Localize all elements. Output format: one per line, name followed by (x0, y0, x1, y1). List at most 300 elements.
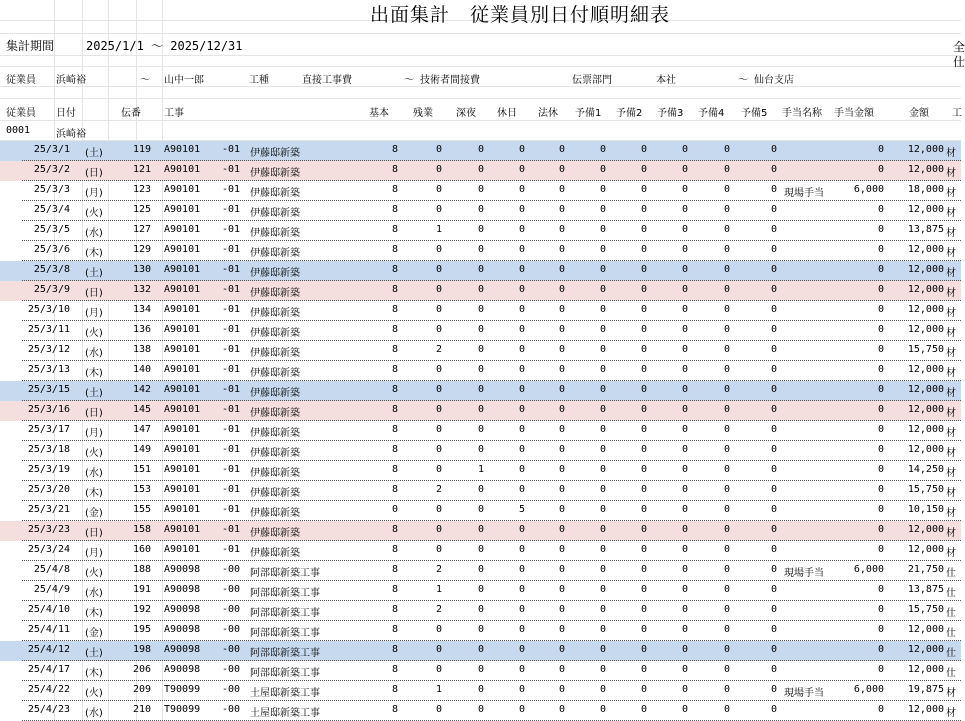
cell-night: 0 (477, 444, 484, 455)
cell-spare2: 0 (640, 224, 647, 235)
cell-spare3: 0 (681, 504, 688, 515)
cell-basic: 8 (391, 424, 398, 435)
cell-amount: 12,000 (907, 264, 944, 275)
cell-amount: 12,000 (907, 204, 944, 215)
cell-allowance-amount: 0 (877, 644, 884, 655)
cell-weekday: (月) (85, 188, 103, 199)
cell-overtime: 0 (435, 424, 442, 435)
cell-spare1: 0 (599, 524, 606, 535)
cell-overflow: 材 (946, 208, 956, 219)
cell-site-name: 阿部邸新築工事 (250, 568, 320, 579)
cell-night: 1 (477, 464, 484, 475)
cell-weekday: (金) (85, 508, 103, 519)
cell-basic: 8 (391, 304, 398, 315)
cell-basic: 8 (391, 224, 398, 235)
cell-date: 25/3/11 (27, 324, 70, 335)
cell-date: 25/3/12 (27, 344, 70, 355)
cell-holiday: 0 (518, 584, 525, 595)
cell-spare1: 0 (599, 204, 606, 215)
cell-date: 25/3/17 (27, 424, 70, 435)
cell-spare5: 0 (770, 604, 777, 615)
cell-amount: 12,000 (907, 644, 944, 655)
cell-night: 0 (477, 644, 484, 655)
cell-job-sub: -01 (222, 384, 241, 395)
cell-holiday: 0 (518, 424, 525, 435)
cell-spare4: 0 (723, 604, 730, 615)
cell-basic: 8 (391, 324, 398, 335)
cell-job-sub: -01 (222, 324, 241, 335)
cell-job-code: T90099 (164, 684, 201, 695)
cell-spare4: 0 (723, 224, 730, 235)
cell-basic: 8 (391, 604, 398, 615)
cell-spare5: 0 (770, 164, 777, 175)
cell-job-sub: -01 (222, 464, 241, 475)
cell-spare3: 0 (681, 584, 688, 595)
cell-weekday: (月) (85, 308, 103, 319)
cell-weekday: (火) (85, 328, 103, 339)
cell-spare5: 0 (770, 424, 777, 435)
cell-amount: 12,000 (907, 404, 944, 415)
cell-allowance-amount: 0 (877, 704, 884, 715)
cell-spare2: 0 (640, 244, 647, 255)
cell-spare2: 0 (640, 684, 647, 695)
cell-spare4: 0 (723, 324, 730, 335)
cell-basic: 8 (391, 464, 398, 475)
cell-weekday: (日) (85, 168, 103, 179)
cell-basic: 8 (391, 484, 398, 495)
cell-amount: 12,000 (907, 144, 944, 155)
cell-allowance-amount: 0 (877, 404, 884, 415)
filter-employee-from: 浜崎裕 (56, 75, 86, 86)
cell-overtime: 0 (435, 264, 442, 275)
cell-amount: 12,000 (907, 304, 944, 315)
cell-spare5: 0 (770, 264, 777, 275)
cell-site-name: 伊藤邸新築 (250, 228, 300, 239)
cell-legal: 0 (558, 284, 565, 295)
table-row (0, 701, 961, 721)
cell-date: 25/3/8 (33, 264, 70, 275)
cell-spare1: 0 (599, 224, 606, 235)
cell-spare1: 0 (599, 624, 606, 635)
cell-basic: 8 (391, 344, 398, 355)
employee-name: 浜崎裕 (56, 129, 86, 140)
cell-spare1: 0 (599, 564, 606, 575)
cell-holiday: 0 (518, 364, 525, 375)
cell-job-sub: -01 (222, 304, 241, 315)
cell-spare4: 0 (723, 684, 730, 695)
cell-job-sub: -01 (222, 164, 241, 175)
cell-overtime: 0 (435, 164, 442, 175)
cell-legal: 0 (558, 244, 565, 255)
cell-legal: 0 (558, 344, 565, 355)
cell-spare5: 0 (770, 624, 777, 635)
cell-amount: 13,875 (907, 224, 944, 235)
cell-job-code: A90098 (164, 624, 201, 635)
cell-holiday: 0 (518, 224, 525, 235)
edge-mark: 全 (953, 40, 965, 54)
cell-overflow: 材 (946, 188, 956, 199)
cell-spare2: 0 (640, 344, 647, 355)
cell-site-name: 土屋邸新築工事 (250, 708, 320, 719)
cell-slip: 153 (132, 484, 151, 495)
cell-site-name: 伊藤邸新築 (250, 328, 300, 339)
cell-overflow: 材 (946, 248, 956, 259)
cell-overtime: 0 (435, 664, 442, 675)
cell-slip: 142 (132, 384, 151, 395)
cell-basic: 8 (391, 384, 398, 395)
cell-spare2: 0 (640, 464, 647, 475)
cell-amount: 12,000 (907, 544, 944, 555)
cell-date: 25/3/4 (33, 204, 70, 215)
cell-basic: 8 (391, 184, 398, 195)
cell-spare1: 0 (599, 684, 606, 695)
cell-allowance-name: 現場手当 (784, 688, 824, 699)
cell-basic: 8 (391, 404, 398, 415)
cell-slip: 138 (132, 344, 151, 355)
cell-overflow: 材 (946, 408, 956, 419)
cell-night: 0 (477, 564, 484, 575)
cell-amount: 12,000 (907, 444, 944, 455)
cell-spare2: 0 (640, 304, 647, 315)
report-title: 出面集計 従業員別日付順明細表 (370, 4, 671, 26)
cell-spare5: 0 (770, 564, 777, 575)
cell-legal: 0 (558, 204, 565, 215)
cell-spare3: 0 (681, 484, 688, 495)
cell-overtime: 1 (435, 224, 442, 235)
cell-spare4: 0 (723, 384, 730, 395)
cell-overflow: 材 (946, 428, 956, 439)
cell-job-code: A90101 (164, 164, 201, 175)
cell-job-code: A90101 (164, 284, 201, 295)
cell-legal: 0 (558, 184, 565, 195)
cell-site-name: 伊藤邸新築 (250, 208, 300, 219)
cell-legal: 0 (558, 324, 565, 335)
cell-date: 25/3/20 (27, 484, 70, 495)
cell-spare5: 0 (770, 344, 777, 355)
cell-site-name: 伊藤邸新築 (250, 348, 300, 359)
cell-spare3: 0 (681, 644, 688, 655)
cell-spare4: 0 (723, 564, 730, 575)
cell-date: 25/4/17 (27, 664, 70, 675)
cell-allowance-amount: 0 (877, 244, 884, 255)
cell-holiday: 0 (518, 204, 525, 215)
cell-spare3: 0 (681, 144, 688, 155)
cell-site-name: 伊藤邸新築 (250, 468, 300, 479)
cell-slip: 140 (132, 364, 151, 375)
cell-legal: 0 (558, 484, 565, 495)
cell-allowance-amount: 0 (877, 384, 884, 395)
cell-legal: 0 (558, 164, 565, 175)
cell-slip: 132 (132, 284, 151, 295)
table-row (0, 281, 961, 301)
cell-spare4: 0 (723, 704, 730, 715)
cell-spare1: 0 (599, 364, 606, 375)
cell-job-sub: -00 (222, 604, 241, 615)
cell-site-name: 阿部邸新築工事 (250, 628, 320, 639)
cell-date: 25/4/9 (33, 584, 70, 595)
cell-overtime: 0 (435, 364, 442, 375)
cell-spare4: 0 (723, 624, 730, 635)
cell-amount: 15,750 (907, 344, 944, 355)
cell-allowance-amount: 0 (877, 444, 884, 455)
cell-overflow: 材 (946, 288, 956, 299)
cell-weekday: (火) (85, 688, 103, 699)
filter-worktype-to: 技術者間接費 (420, 75, 480, 86)
cell-night: 0 (477, 244, 484, 255)
cell-date: 25/4/22 (27, 684, 70, 695)
cell-spare2: 0 (640, 284, 647, 295)
cell-spare4: 0 (723, 424, 730, 435)
cell-overflow: 材 (946, 228, 956, 239)
cell-legal: 0 (558, 504, 565, 515)
cell-spare3: 0 (681, 304, 688, 315)
filter-employee-to: 山中一郎 (164, 75, 204, 86)
cell-job-sub: -01 (222, 404, 241, 415)
cell-basic: 8 (391, 644, 398, 655)
cell-holiday: 0 (518, 564, 525, 575)
col-header-employee: 従業員 (6, 108, 36, 119)
cell-job-sub: -00 (222, 564, 241, 575)
table-row (0, 561, 961, 581)
cell-overtime: 2 (435, 604, 442, 615)
cell-overflow: 仕 (946, 628, 956, 639)
cell-legal: 0 (558, 304, 565, 315)
employee-code: 0001 (6, 125, 31, 136)
cell-allowance-amount: 0 (877, 164, 884, 175)
table-row (0, 241, 961, 261)
cell-allowance-amount: 6,000 (853, 564, 884, 575)
cell-overflow: 仕 (946, 588, 956, 599)
cell-night: 0 (477, 424, 484, 435)
cell-holiday: 0 (518, 144, 525, 155)
col-header-allowance-name: 手当名称 (782, 108, 822, 119)
cell-legal: 0 (558, 564, 565, 575)
cell-spare3: 0 (681, 524, 688, 535)
table-row (0, 481, 961, 501)
cell-weekday: (木) (85, 248, 103, 259)
cell-date: 25/3/9 (33, 284, 70, 295)
col-header-holiday: 休日 (497, 108, 517, 119)
cell-basic: 8 (391, 684, 398, 695)
cell-weekday: (火) (85, 208, 103, 219)
cell-spare4: 0 (723, 164, 730, 175)
cell-job-code: A90098 (164, 584, 201, 595)
cell-date: 25/4/11 (27, 624, 70, 635)
cell-allowance-amount: 0 (877, 304, 884, 315)
cell-basic: 8 (391, 704, 398, 715)
cell-overtime: 0 (435, 444, 442, 455)
cell-amount: 12,000 (907, 704, 944, 715)
cell-night: 0 (477, 344, 484, 355)
cell-job-code: A90101 (164, 464, 201, 475)
cell-job-sub: -00 (222, 684, 241, 695)
cell-holiday: 0 (518, 304, 525, 315)
cell-spare1: 0 (599, 584, 606, 595)
cell-night: 0 (477, 584, 484, 595)
cell-legal: 0 (558, 644, 565, 655)
cell-spare4: 0 (723, 304, 730, 315)
cell-night: 0 (477, 704, 484, 715)
table-row (0, 461, 961, 481)
cell-spare1: 0 (599, 144, 606, 155)
cell-spare2: 0 (640, 564, 647, 575)
cell-site-name: 土屋邸新築工事 (250, 688, 320, 699)
cell-site-name: 阿部邸新築工事 (250, 668, 320, 679)
cell-spare5: 0 (770, 204, 777, 215)
cell-overtime: 2 (435, 344, 442, 355)
cell-overtime: 0 (435, 384, 442, 395)
cell-site-name: 伊藤邸新築 (250, 448, 300, 459)
cell-amount: 12,000 (907, 284, 944, 295)
cell-overflow: 材 (946, 468, 956, 479)
table-row (0, 541, 961, 561)
table-row (0, 521, 961, 541)
cell-holiday: 0 (518, 164, 525, 175)
filter-dept-from: 本社 (656, 75, 676, 86)
table-row (0, 221, 961, 241)
cell-site-name: 伊藤邸新築 (250, 488, 300, 499)
cell-legal: 0 (558, 444, 565, 455)
cell-site-name: 阿部邸新築工事 (250, 608, 320, 619)
cell-spare5: 0 (770, 384, 777, 395)
cell-weekday: (月) (85, 428, 103, 439)
cell-overflow: 材 (946, 488, 956, 499)
table-row (0, 361, 961, 381)
cell-basic: 0 (391, 504, 398, 515)
cell-legal: 0 (558, 704, 565, 715)
table-row (0, 661, 961, 681)
cell-weekday: (水) (85, 708, 103, 719)
cell-spare3: 0 (681, 264, 688, 275)
cell-weekday: (土) (85, 388, 103, 399)
table-row (0, 181, 961, 201)
cell-amount: 12,000 (907, 424, 944, 435)
cell-slip: 195 (132, 624, 151, 635)
cell-overflow: 材 (946, 508, 956, 519)
cell-weekday: (火) (85, 448, 103, 459)
cell-job-code: A90101 (164, 524, 201, 535)
table-row (0, 161, 961, 181)
cell-slip: 191 (132, 584, 151, 595)
cell-amount: 12,000 (907, 384, 944, 395)
cell-night: 0 (477, 224, 484, 235)
col-header-spare2: 予備2 (616, 108, 643, 119)
cell-date: 25/3/5 (33, 224, 70, 235)
table-row (0, 581, 961, 601)
cell-allowance-amount: 0 (877, 204, 884, 215)
cell-amount: 12,000 (907, 364, 944, 375)
cell-spare2: 0 (640, 644, 647, 655)
cell-date: 25/3/19 (27, 464, 70, 475)
cell-holiday: 0 (518, 444, 525, 455)
cell-basic: 8 (391, 584, 398, 595)
cell-amount: 12,000 (907, 244, 944, 255)
cell-site-name: 伊藤邸新築 (250, 308, 300, 319)
cell-job-code: A90098 (164, 604, 201, 615)
cell-job-code: A90098 (164, 564, 201, 575)
cell-holiday: 0 (518, 284, 525, 295)
cell-date: 25/3/13 (27, 364, 70, 375)
cell-allowance-amount: 0 (877, 324, 884, 335)
cell-amount: 12,000 (907, 324, 944, 335)
cell-night: 0 (477, 304, 484, 315)
cell-basic: 8 (391, 364, 398, 375)
cell-basic: 8 (391, 664, 398, 675)
cell-spare5: 0 (770, 504, 777, 515)
cell-site-name: 伊藤邸新築 (250, 388, 300, 399)
cell-date: 25/3/2 (33, 164, 70, 175)
cell-holiday: 0 (518, 404, 525, 415)
cell-spare2: 0 (640, 584, 647, 595)
cell-job-sub: -00 (222, 664, 241, 675)
cell-job-sub: -01 (222, 264, 241, 275)
cell-job-sub: -01 (222, 544, 241, 555)
col-header-basic: 基本 (369, 108, 389, 119)
cell-site-name: 阿部邸新築工事 (250, 588, 320, 599)
cell-job-code: A90101 (164, 264, 201, 275)
cell-allowance-amount: 0 (877, 504, 884, 515)
cell-legal: 0 (558, 684, 565, 695)
cell-slip: 123 (132, 184, 151, 195)
cell-basic: 8 (391, 444, 398, 455)
cell-overtime: 0 (435, 624, 442, 635)
cell-spare3: 0 (681, 684, 688, 695)
cell-spare4: 0 (723, 584, 730, 595)
cell-date: 25/3/1 (33, 144, 70, 155)
table-row (0, 261, 961, 281)
table-row (0, 141, 961, 161)
cell-spare1: 0 (599, 304, 606, 315)
cell-spare3: 0 (681, 224, 688, 235)
table-row (0, 401, 961, 421)
cell-overflow: 仕 (946, 648, 956, 659)
cell-slip: 149 (132, 444, 151, 455)
table-row (0, 641, 961, 661)
cell-holiday: 0 (518, 544, 525, 555)
cell-spare5: 0 (770, 144, 777, 155)
cell-spare1: 0 (599, 644, 606, 655)
cell-site-name: 伊藤邸新築 (250, 188, 300, 199)
cell-spare4: 0 (723, 524, 730, 535)
cell-spare3: 0 (681, 544, 688, 555)
cell-night: 0 (477, 624, 484, 635)
cell-spare5: 0 (770, 184, 777, 195)
cell-night: 0 (477, 604, 484, 615)
cell-job-sub: -00 (222, 704, 241, 715)
cell-spare4: 0 (723, 544, 730, 555)
cell-slip: 210 (132, 704, 151, 715)
cell-spare5: 0 (770, 704, 777, 715)
cell-slip: 136 (132, 324, 151, 335)
cell-spare4: 0 (723, 444, 730, 455)
cell-basic: 8 (391, 244, 398, 255)
cell-slip: 121 (132, 164, 151, 175)
cell-spare2: 0 (640, 444, 647, 455)
col-header-spare4: 予備4 (698, 108, 725, 119)
table-row (0, 621, 961, 641)
cell-job-code: A90101 (164, 384, 201, 395)
cell-night: 0 (477, 504, 484, 515)
cell-allowance-amount: 6,000 (853, 184, 884, 195)
period-value: 2025/1/1 ～ 2025/12/31 (86, 39, 243, 53)
cell-weekday: (日) (85, 408, 103, 419)
cell-overflow: 仕 (946, 608, 956, 619)
cell-overflow: 材 (946, 268, 956, 279)
cell-holiday: 5 (518, 504, 525, 515)
cell-amount: 12,000 (907, 524, 944, 535)
cell-slip: 119 (132, 144, 151, 155)
cell-weekday: (木) (85, 488, 103, 499)
